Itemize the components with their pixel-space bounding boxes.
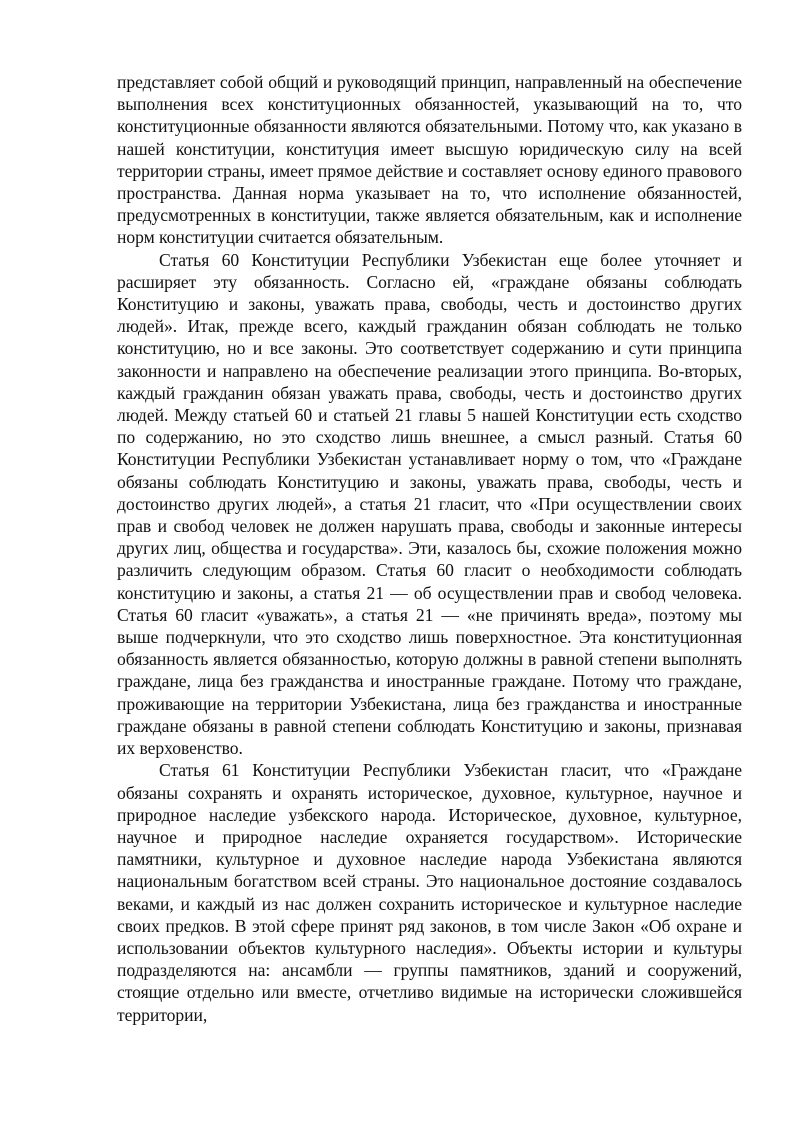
paragraph-article-61: Статья 61 Конституции Республики Узбекистан гласит, что «Граждане обязаны сохранять и охранять историческое, духовное, культурное, научное и природное наследие узбекского народа. Историческое, духовное, культурное, научное и природное наследие охраняется государством». Исторические памятники, культурное и духовное наследие народа Узбекистана являются национальным богатством всей страны. Это национальное достояние создавалось веками, и каждый из нас должен сохранить историческое и культурное наследие своих предков. В этой сфере принят ряд законов, в том числе Закон «Об охране и использовании объектов культурного наследия». Объекты истории и культуры подразделяются на: ансамбли — группы памятников, зданий и сооружений, стоящие отдельно или вместе, отчетливо видимые на исторически сложившейся территории, (117, 760, 742, 1025)
paragraph-article-60: Статья 60 Конституции Республики Узбекистан еще более уточняет и расширяет эту обязанность. Согласно ей, «граждане обязаны соблюдать Конституцию и законы, уважать права, свободы, честь и достоинство других людей». Итак, прежде всего, каждый гражданин обязан соблюдать не только конституцию, но и все законы. Это соответствует содержанию и сути принципа законности и направлено на обеспечение реализации этого принципа. Во-вторых, каждый гражданин обязан уважать права, свободы, честь и достоинство других людей. Между статьей 60 и статьей 21 главы 5 нашей Конституции есть сходство по содержанию, но это сходство лишь внешнее, а смысл разный. Статья 60 Конституции Республики Узбекистан устанавливает норму о том, что «Граждане обязаны соблюдать Конституцию и законы, уважать права, свободы, честь и достоинство других людей», а статья 21 гласит, что «При осуществлении своих прав и свобод человек не должен нарушать права, свободы и законные интересы других лиц, общества и государства». Эти, казалось бы, схожие положения можно различить следующим образом. Статья 60 гласит о необходимости соблюдать конституцию и законы, а статья 21 — об осуществлении прав и свобод человека. Статья 60 гласит «уважать», а статья 21 — «не причинять вреда», поэтому мы выше подчеркнули, что это сходство лишь поверхностное. Эта конституционная обязанность является обязанностью, которую должны в равной степени выполнять граждане, лица без гражданства и иностранные граждане. Потому что граждане, проживающие на территории Узбекистана, лица без гражданства и иностранные граждане обязаны в равной степени соблюдать Конституцию и законы, признавая их верховенство. (117, 249, 742, 759)
document-page (117, 71, 742, 1026)
paragraph-continuation: представляет собой общий и руководящий принцип, направленный на обеспечение выполнения всех конституционных обязанностей, указывающий на то, что конституционные обязанности являются обязательными. Потому что, как указано в нашей конституции, конституция имеет высшую юридическую силу на всей территории страны, имеет прямое действие и составляет основу единого правового пространства. Данная норма указывает на то, что исполнение обязанностей, предусмотренных в конституции, также является обязательным, как и исполнение норм конституции считается обязательным. (117, 72, 742, 248)
